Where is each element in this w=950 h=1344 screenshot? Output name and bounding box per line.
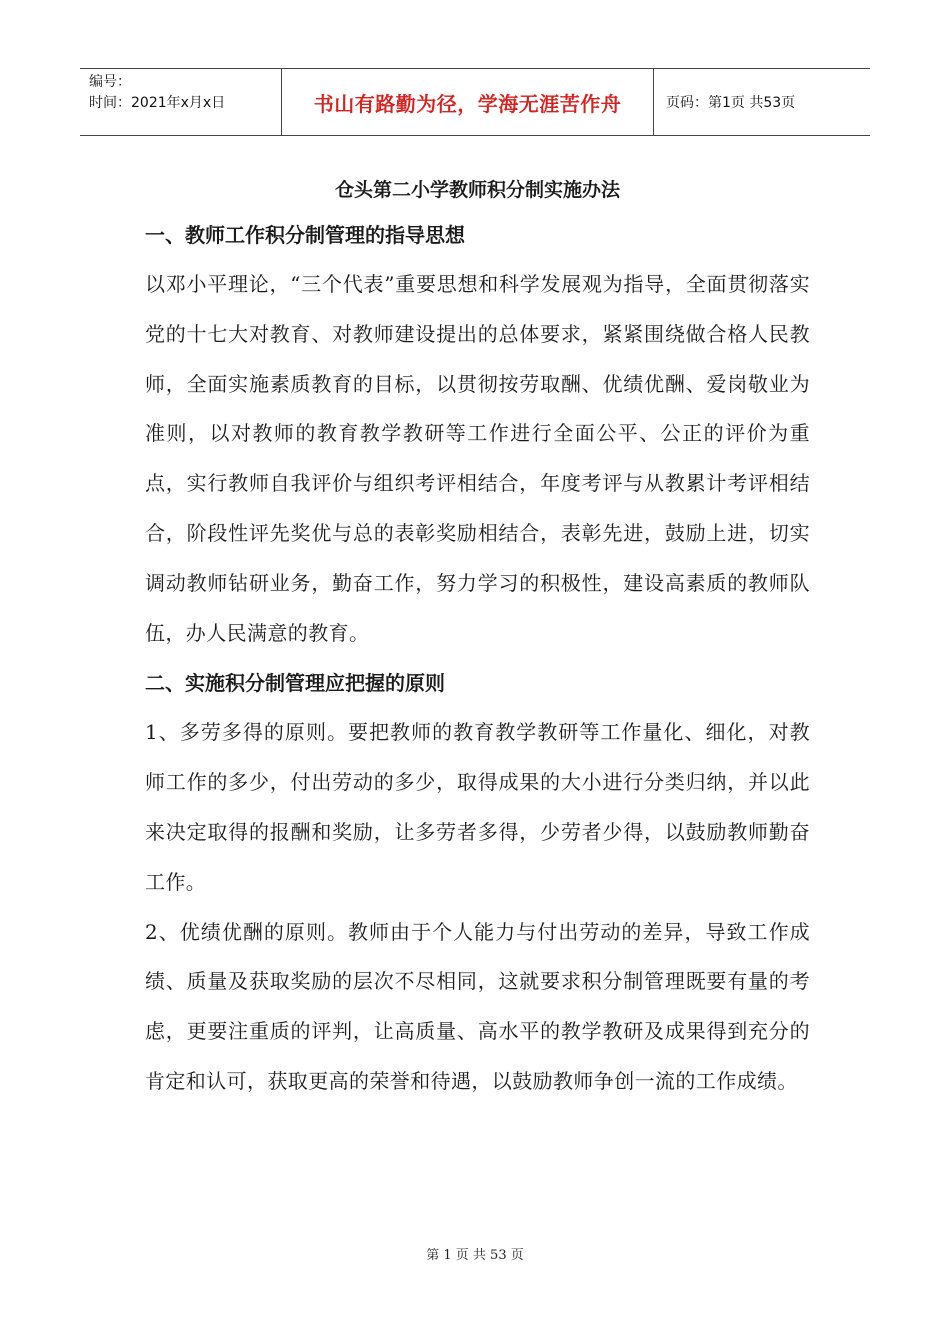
principle1-paragraph: 1、多劳多得的原则。要把教师的教育教学教研等工作量化、细化，对教师工作的多少，付出劳动的多少，取得成果的大小进行分类归纳，并以此来决定取得的报酬和奖励，让多劳者多得，少劳者少得，以鼓励教师勤奋工作。: [145, 720, 810, 894]
header-meta: [80, 69, 282, 135]
header-number: 编号：: [89, 74, 131, 90]
page-footer: 第 1 页 共 53 页: [426, 1248, 524, 1263]
section1-paragraph: 以邓小平理论，“三个代表”重要思想和科学发展观为指导，全面贯彻落实党的十七大对教育、对教师建设提出的总体要求，紧紧围绕做合格人民教师，全面实施素质教育的目标，以贯彻按劳取酬、优绩优酬、爱岗敬业为准则，以对教师的教育教学教研等工作进行全面公平、公正的评价为重点，实行教师自我评价与组织考评相结合，年度考评与从教累计考评相结合，阶段性评先奖优与总的表彰奖励相结合，表彰先进，鼓励上进，切实调动教师钻研业务，勤奋工作，努力学习的积极性，建设高素质的教师队伍，办人民满意的教育。: [145, 272, 810, 645]
header-motto: 书山有路勤为径，学海无涯苦作舟: [282, 69, 654, 135]
document-body: [145, 160, 810, 1107]
principle2-paragraph: 2、优绩优酬的原则。教师由于个人能力与付出劳动的差异，导致工作成绩、质量及获取奖励的层次不尽相同，这就要求积分制管理既要有量的考虑，更要注重质的评判，让高质量、高水平的教学教研及成果得到充分的肯定和认可，获取更高的荣誉和待遇，以鼓励教师争创一流的工作成绩。: [145, 919, 810, 1093]
section2-heading: 二、实施积分制管理应把握的原则: [145, 671, 445, 696]
document-title: 仓头第二小学教师积分制实施办法: [334, 179, 620, 201]
page-header: [80, 68, 870, 136]
section1-heading: 一、教师工作积分制管理的指导思想: [145, 223, 465, 247]
header-time: 时间：2021年x月x日: [89, 95, 226, 111]
header-page-info: 页码：第1页 共53页: [666, 95, 796, 111]
